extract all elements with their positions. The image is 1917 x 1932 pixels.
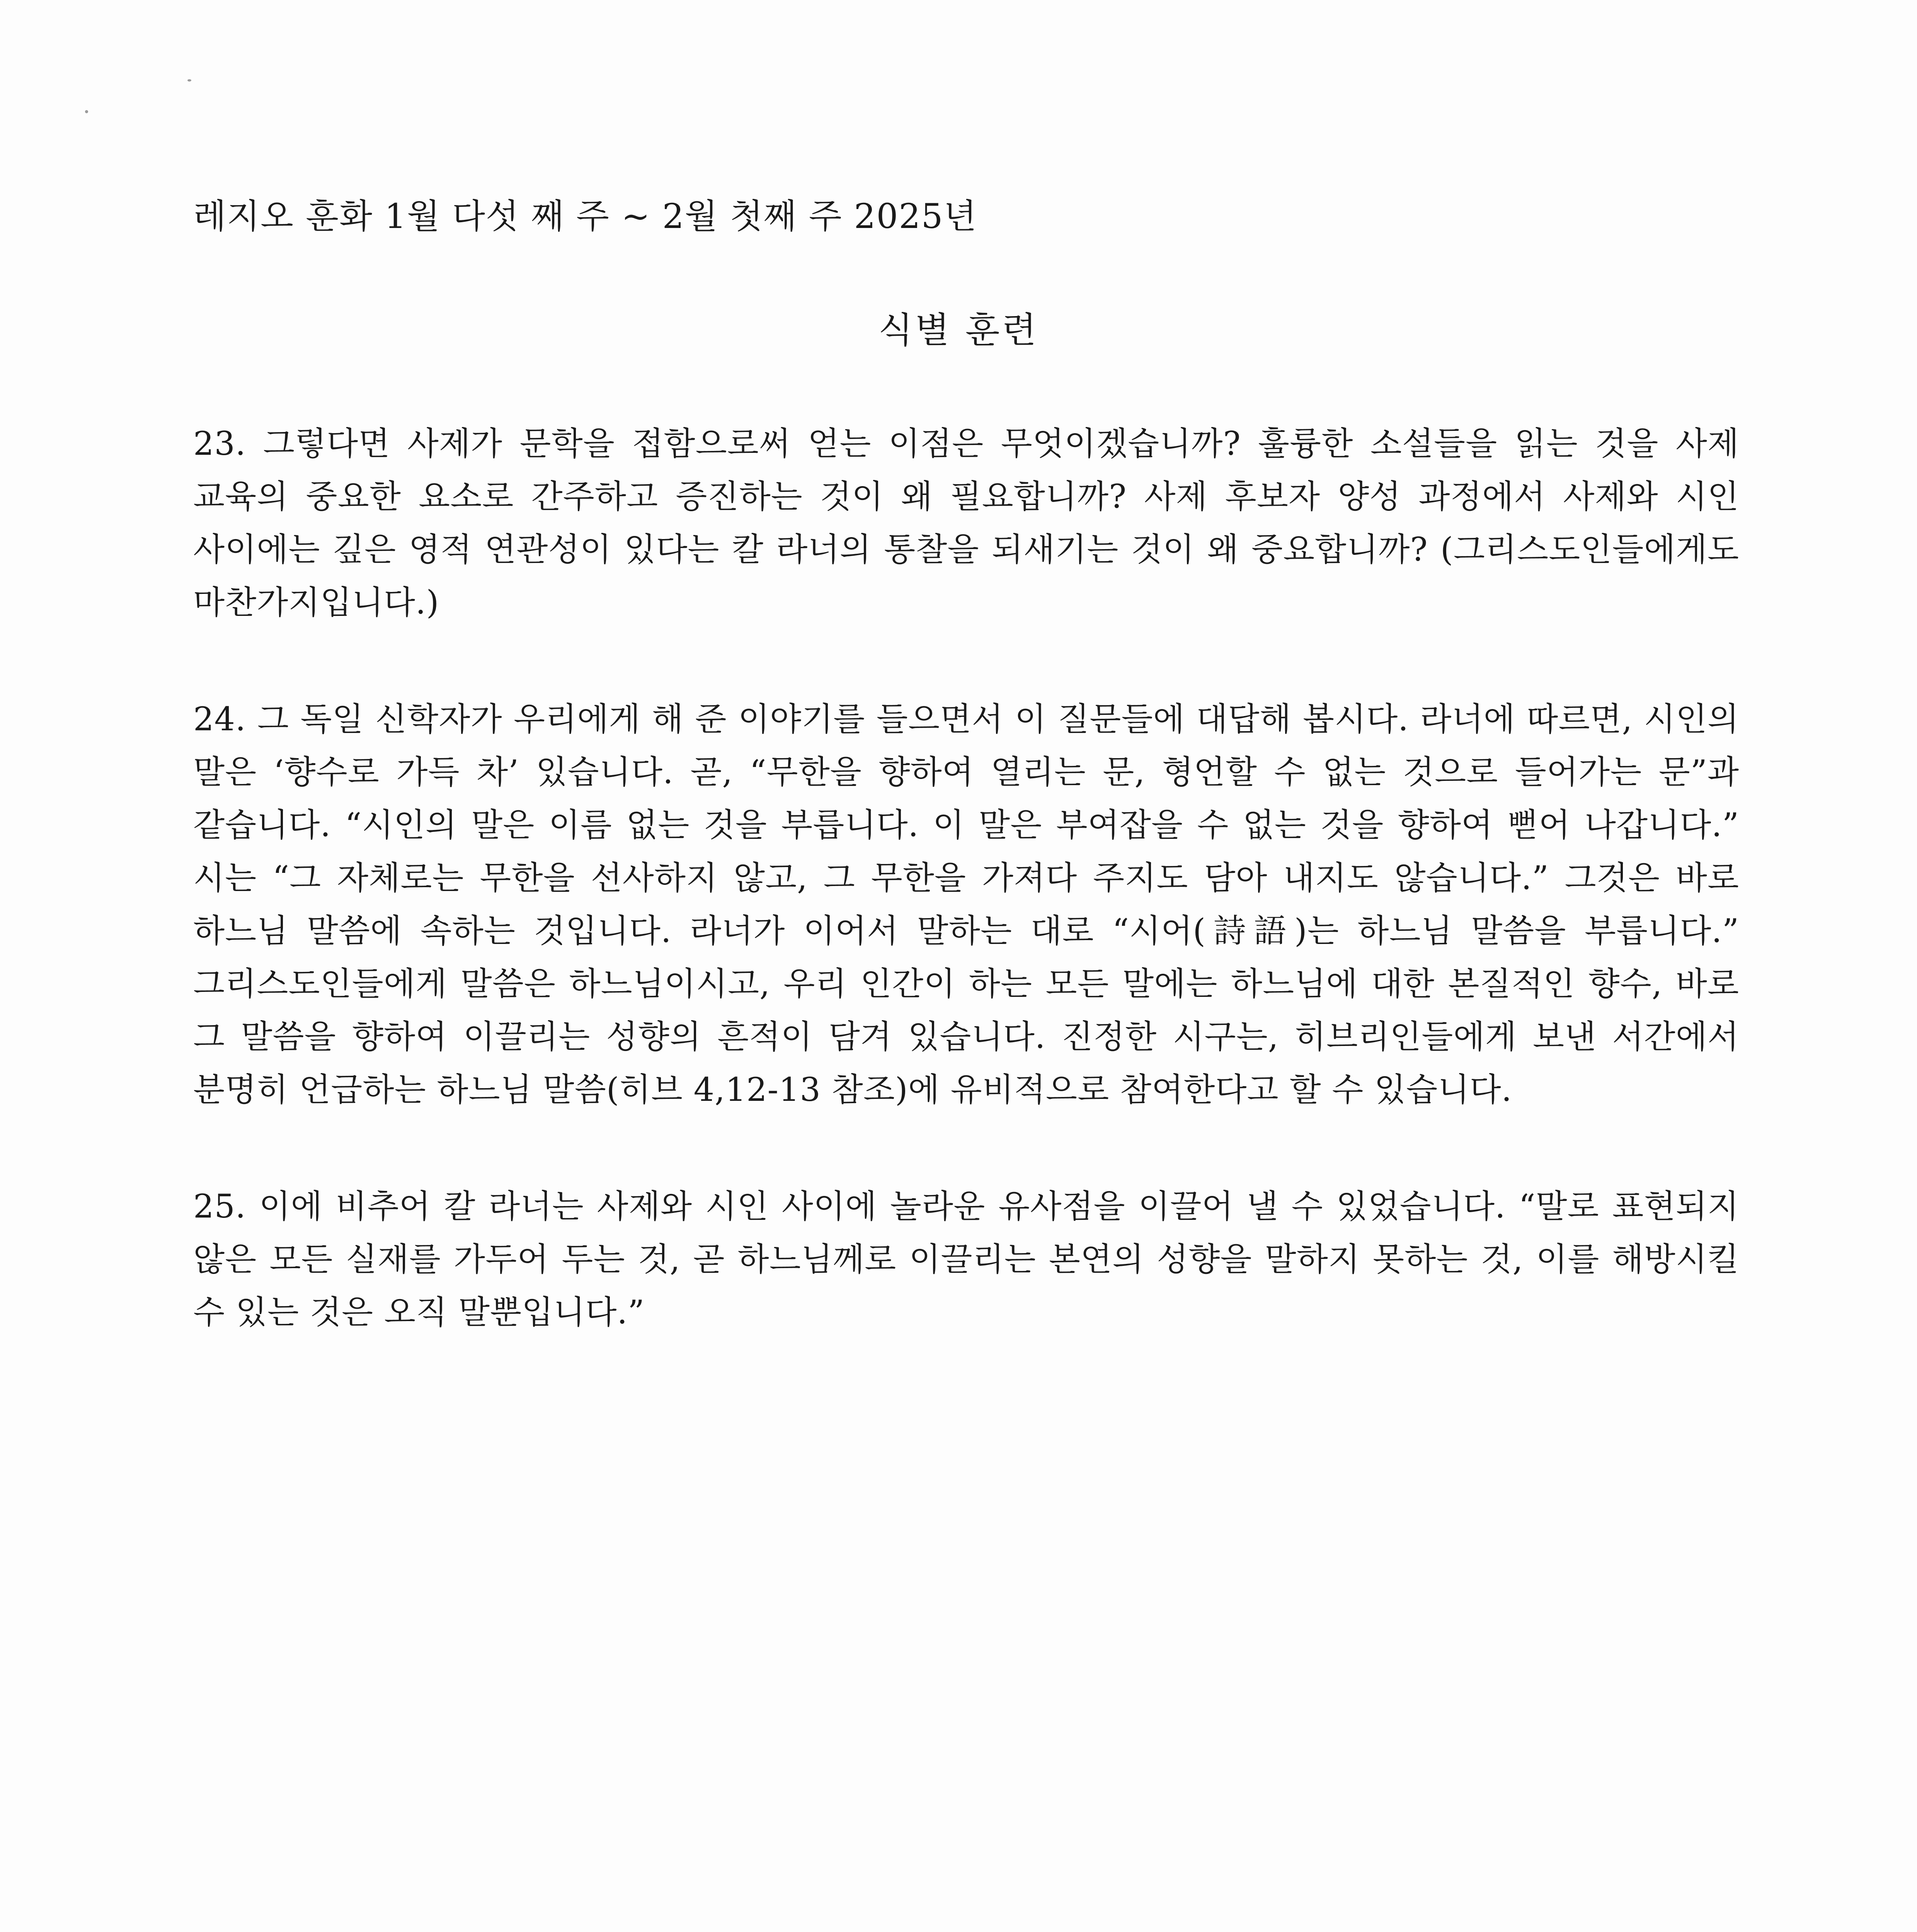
- paragraph-24: 24. 그 독일 신학자가 우리에게 해 준 이야기를 들으면서 이 질문들에 대답해 봅시다. 라너에 따르면, 시인의 말은 ‘향수로 가득 차’ 있습니다. 곧, “무한을 향하여 열리는 문, 형언할 수 없는 것으로 들어가는 문”과 같습니다. “시인의 말은 이름 없는 것을 부릅니다. 이 말은 부여잡을 수 없는 것을 향하여 뻗어 나갑니다.” 시는 “그 자체로는 무한을 선사하지 않고, 그 무한을 가져다 주지도 담아 내지도 않습니다.” 그것은 바로 하느님 말씀에 속하는 것입니다. 라너가 이어서 말하는 대로 “시어(詩語)는 하느님 말씀을 부릅니다.” 그리스도인들에게 말씀은 하느님이시고, 우리 인간이 하는 모든 말에는 하느님에 대한 본질적인 향수, 바로 그 말씀을 향하여 이끌리는 성향의 흔적이 담겨 있습니다. 진정한 시구는, 히브리인들에게 보낸 서간에서 분명히 언급하는 하느님 말씀(히브 4,12-13 참조)에 유비적으로 참여한다고 할 수 있습니다.: [193, 700, 1739, 1109]
- scan-speck: [85, 110, 88, 113]
- document-title: 식별 훈련: [878, 310, 1039, 351]
- scan-speck: [187, 79, 191, 82]
- paragraph-23: 23. 그렇다면 사제가 문학을 접함으로써 얻는 이점은 무엇이겠습니까? 훌륭한 소설들을 읽는 것을 사제 교육의 중요한 요소로 간주하고 증진하는 것이 왜 필요합니까? 사제 후보자 양성 과정에서 사제와 시인 사이에는 깊은 영적 연관성이 있다는 칼 라너의 통찰을 되새기는 것이 왜 중요합니까? (그리스도인들에게도 마찬가지입니다.): [193, 425, 1739, 621]
- header-date-line: 레지오 훈화 1월 다섯 째 주 ~ 2월 첫째 주 2025년: [193, 196, 977, 236]
- paragraph-25: 25. 이에 비추어 칼 라너는 사제와 시인 사이에 놀라운 유사점을 이끌어 낼 수 있었습니다. “말로 표현되지 않은 모든 실재를 가두어 두는 것, 곧 하느님께로 이끌리는 본연의 성향을 말하지 못하는 것, 이를 해방시킬 수 있는 것은 오직 말뿐입니다.”: [193, 1187, 1739, 1331]
- document-body: [193, 417, 1739, 1403]
